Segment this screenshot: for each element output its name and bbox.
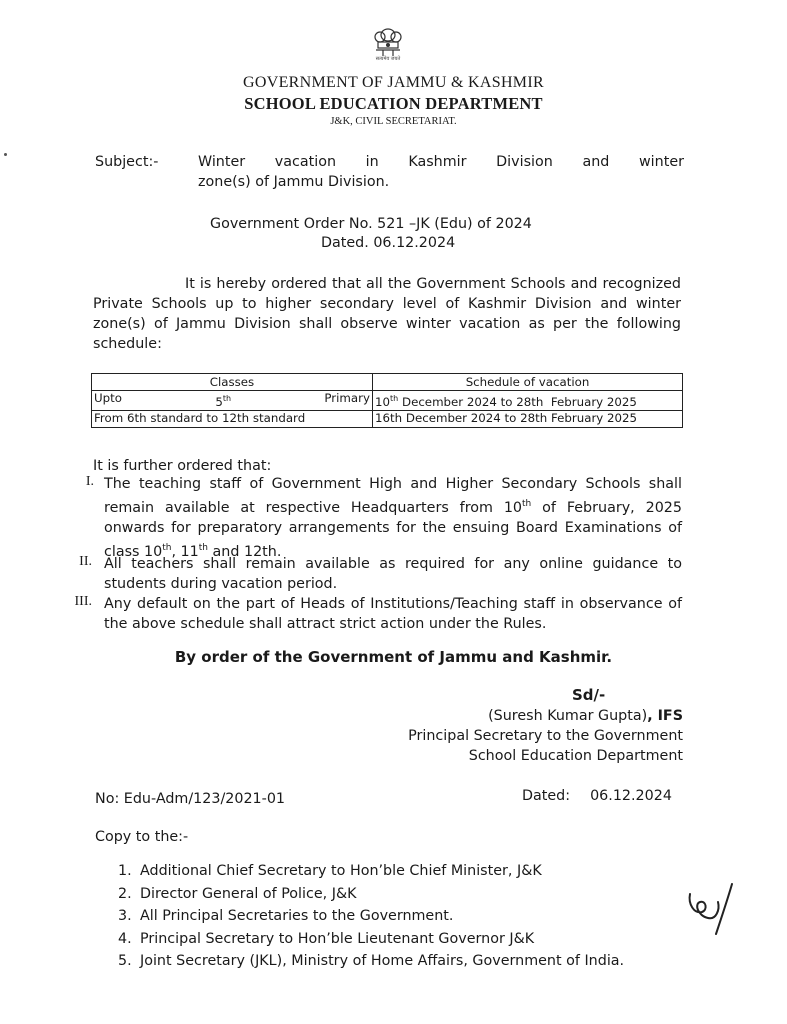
cell-primary: Primary — [324, 391, 370, 405]
table-cell-classes — [92, 391, 373, 411]
cell-upto: Upto — [94, 391, 122, 405]
reference-number: No: Edu-Adm/123/2021-01 — [95, 791, 286, 807]
list-item: 5. Joint Secretary (JKL), Ministry of Home Affairs, Government of India. — [118, 953, 625, 969]
directive-number: I. — [85, 474, 94, 489]
header-government: GOVERNMENT OF JAMMU & KASHMIR — [243, 74, 544, 91]
subject-line-1: Winter vacation in Kashmir Division and winter — [198, 154, 684, 170]
list-item: 3. All Principal Secretaries to the Government. — [118, 908, 454, 924]
table-row — [92, 410, 683, 427]
list-item: 4. Principal Secretary to Hon’ble Lieutenant Governor J&K — [118, 931, 535, 947]
table-header-schedule: Schedule of vacation — [373, 374, 683, 391]
directive-number: II. — [79, 554, 92, 569]
subject-line-2: zone(s) of Jammu Division. — [198, 174, 390, 190]
order-paragraph — [93, 274, 681, 354]
emblem-caption: सत्यमेव जयते — [375, 56, 401, 62]
subject-label: Subject:- — [95, 154, 159, 170]
directive-text: All teachers shall remain available as required for any online guidance to students during vacation period. — [104, 556, 682, 592]
directive-text: Any default on the part of Heads of Institutions/Teaching staff in observance of the above schedule shall attract strict action under the Rules. — [104, 596, 682, 632]
table-cell-schedule: 16th December 2024 to 28th February 2025 — [373, 410, 683, 427]
reference-date: Dated: 06.12.2024 — [522, 788, 672, 804]
scan-mark — [4, 153, 7, 156]
directive-text: The teaching staff of Government High and Higher Secondary Schools shall remain available at respective Headquarters from 10th of February, 2025 onwards for preparatory arrangements for the ensuing Board Examinations of class 10th, 11th and 12th. — [104, 476, 682, 560]
signatory-name: (Suresh Kumar Gupta), IFS — [488, 708, 683, 724]
sd-mark: Sd/- — [572, 686, 606, 704]
signatory-department: School Education Department — [468, 748, 683, 764]
table-header-row — [92, 374, 683, 391]
header-department: SCHOOL EDUCATION DEPARTMENT — [244, 94, 543, 113]
order-paragraph-text: It is hereby ordered that all the Government Schools and recognized Private Schools up to higher secondary level of Kashmir Division and winter zone(s) of Jammu Division shall observe winter vacation as per the following schedule: — [93, 276, 681, 352]
directive-number: III. — [74, 594, 92, 609]
header-secretariat: J&K, CIVIL SECRETARIAT. — [330, 116, 457, 127]
list-item: 2. Director General of Police, J&K — [118, 886, 357, 902]
table-row — [92, 391, 683, 411]
table-header-classes: Classes — [92, 374, 373, 391]
order-number: Government Order No. 521 –JK (Edu) of 2024 — [210, 216, 532, 232]
handwritten-initials-icon — [684, 880, 736, 938]
table-cell-classes: From 6th standard to 12th standard — [92, 410, 373, 427]
signatory-designation: Principal Secretary to the Government — [408, 728, 683, 744]
further-ordered-intro: It is further ordered that: — [93, 458, 272, 474]
table-cell-schedule: 10th December 2024 to 28th February 2025 — [373, 391, 683, 411]
order-date: Dated. 06.12.2024 — [321, 235, 456, 251]
vacation-schedule-table — [91, 373, 683, 428]
by-order-line: By order of the Government of Jammu and Kashmir. — [174, 648, 613, 666]
cell-fifth: 5th — [215, 394, 232, 409]
copy-to-heading: Copy to the:- — [95, 829, 189, 845]
list-item: 1. Additional Chief Secretary to Hon’ble Chief Minister, J&K — [118, 863, 542, 879]
